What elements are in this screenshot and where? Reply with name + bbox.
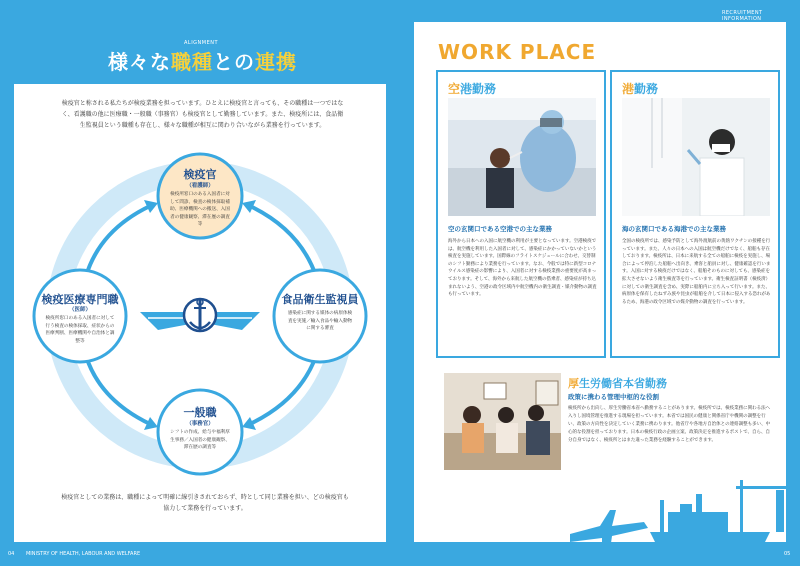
title-rest: 港勤務	[460, 82, 497, 96]
hq-title	[568, 375, 667, 391]
hq-photo	[444, 373, 561, 470]
node-desc-food-inspector: 感染症に関する媒体の病原体検査を実施／輸入食品や輸入動物に関する審査	[287, 311, 353, 331]
section-kicker: ALIGNMENT	[184, 40, 219, 46]
title-accent: 空	[448, 82, 461, 96]
footer-ministry: MINISTRY OF HEALTH, LABOUR AND WELFARE	[25, 551, 141, 557]
intro-text: 検疫官と称される私たちが検疫業務を担っています。ひとえに検疫官と言っても、その職種は一つではなく、看護職の他に医療職・一般職（事務官）も検疫官として勤務しています。また、検疫所には、食品衛生監視員という職種も存在し、様々な職種が相互に関わり合いながら業務を行っています。	[61, 100, 344, 129]
airport-card-title	[448, 80, 496, 97]
hq-description: 検疫所から出向し、厚生労働省本省へ勤務することがあります。検疫所では、検疫業務に関わる法へ入りし国境管理を推進する現場を担っています。本省では国民の健康と関係省庁や機関の調整を行い、政策の方向性を決定していく業務に携わります。他省庁や各地方自治体との連絡調整も多い、中心的な役割を担っております。日本の検疫行政の企画立案、政策決定を推進するポストで、自ら、自分自身ではなく、検疫所とはまた違った業務を経験することができます。	[568, 406, 771, 443]
node-title-administrative: 一般職	[183, 406, 217, 419]
title-accent: 港	[622, 82, 635, 96]
airport-subtitle: 空の玄関口である空港での主な業務	[448, 225, 552, 233]
port-subtitle: 海の玄関口である海港での主な業務	[622, 225, 726, 233]
airport-photo	[448, 98, 596, 216]
airport-description: 海外から日本への入国に航空機の利用が主要となっています。空港検疫では、航空機を利用した入国者に対して、感染症にかかっていないかという検査を実施しています。国際線のフライトスケジュールに合わせ、交替制のシフト勤務により業務を行っています。なお、今般では特に新型コロナウイルス感染症の影響により、入国者に対する検疫業務の重要度が高まっております。そして、海外から来航した航空機の搭乗者、感染症が持ち込まれないよう、空港の政令区域内や航空機内の衛生調査・媒介動物の調査も行っています。	[448, 239, 597, 298]
quarantine-emblem-icon	[140, 299, 260, 331]
node-desc-administrative: シフトの作成、給与や福利厚生事務／入国者の健康観察、滞在歴の調査等	[170, 430, 230, 450]
title-highlight: 連携	[255, 50, 297, 74]
node-sub-medical-specialist: （医師）	[68, 307, 91, 313]
node-title-quarantine-officer: 検疫官	[183, 168, 217, 181]
skyline-silhouette-icon	[540, 470, 800, 566]
title-part: 様々な	[108, 50, 171, 74]
title-part: との	[213, 50, 255, 74]
title-rest: 生労働省本省勤務	[579, 377, 667, 390]
work-place-title: WORK PLACE	[438, 40, 597, 64]
port-photo	[622, 98, 770, 216]
port-card-title	[622, 80, 658, 97]
footer-left	[8, 551, 150, 557]
recruit-tag: RECRUITMENT INFORMATION	[722, 10, 763, 22]
title-highlight: 職種	[171, 50, 213, 74]
page-number-left: 04	[8, 551, 15, 557]
node-title-food-inspector: 食品衛生監視員	[281, 293, 359, 306]
node-sub-quarantine-officer: （看護師）	[186, 183, 214, 189]
hq-subtitle: 政策に携わる管理中枢的な役割	[568, 393, 659, 401]
port-description: 全国の検疫所では、感染予防として海外渡航前の黄熱ワクチンの接種を行っています。また、人々の日本への入国は航空機だけでなく、船舶も存在しております。検疫所は、日本に来航する全ての船舶に検疫を実施し、場合によって停泊した船舶へ出向き、乗客と船員に対し、健康確認を行います。入国に対する検疫だけではなく、船舶そのものに対しても、感染症を拡大させないよう衛生検査等を行っています。衛生検査証明書（検疫済）に対しての衛生調査を含め、実際に船舶内に立ち入って行います。また、病原体を保有したねずみ族や昆虫が船舶を介して日本に侵入する恐れがあるため、海港の政令区域での媒介動物の調査を行っています。	[622, 239, 771, 305]
node-sub-administrative: （事務官）	[186, 421, 214, 427]
node-desc-medical-specialist: 検疫所窓口のある入国者に対して行う検査の検体採取、症状からの医療判断、医療機関や自治体と調整等	[45, 316, 115, 344]
title-accent: 厚	[568, 377, 579, 390]
page-number-right: 05	[784, 551, 791, 557]
title-rest: 勤務	[634, 82, 659, 96]
node-desc-quarantine-officer: 検疫所窓口のある入国者に対して問診、検査の検体採取補助、医療機関への搬送、入国者の健康観察、滞在歴の調査等	[170, 192, 230, 227]
node-title-medical-specialist: 検疫医療専門職	[41, 293, 119, 306]
bottom-note: 検疫官としての業務は、職種によって明確に線引きされておらず、時として同じ業務を担い、どの検疫官も協力して業務を行っています。	[61, 494, 349, 512]
